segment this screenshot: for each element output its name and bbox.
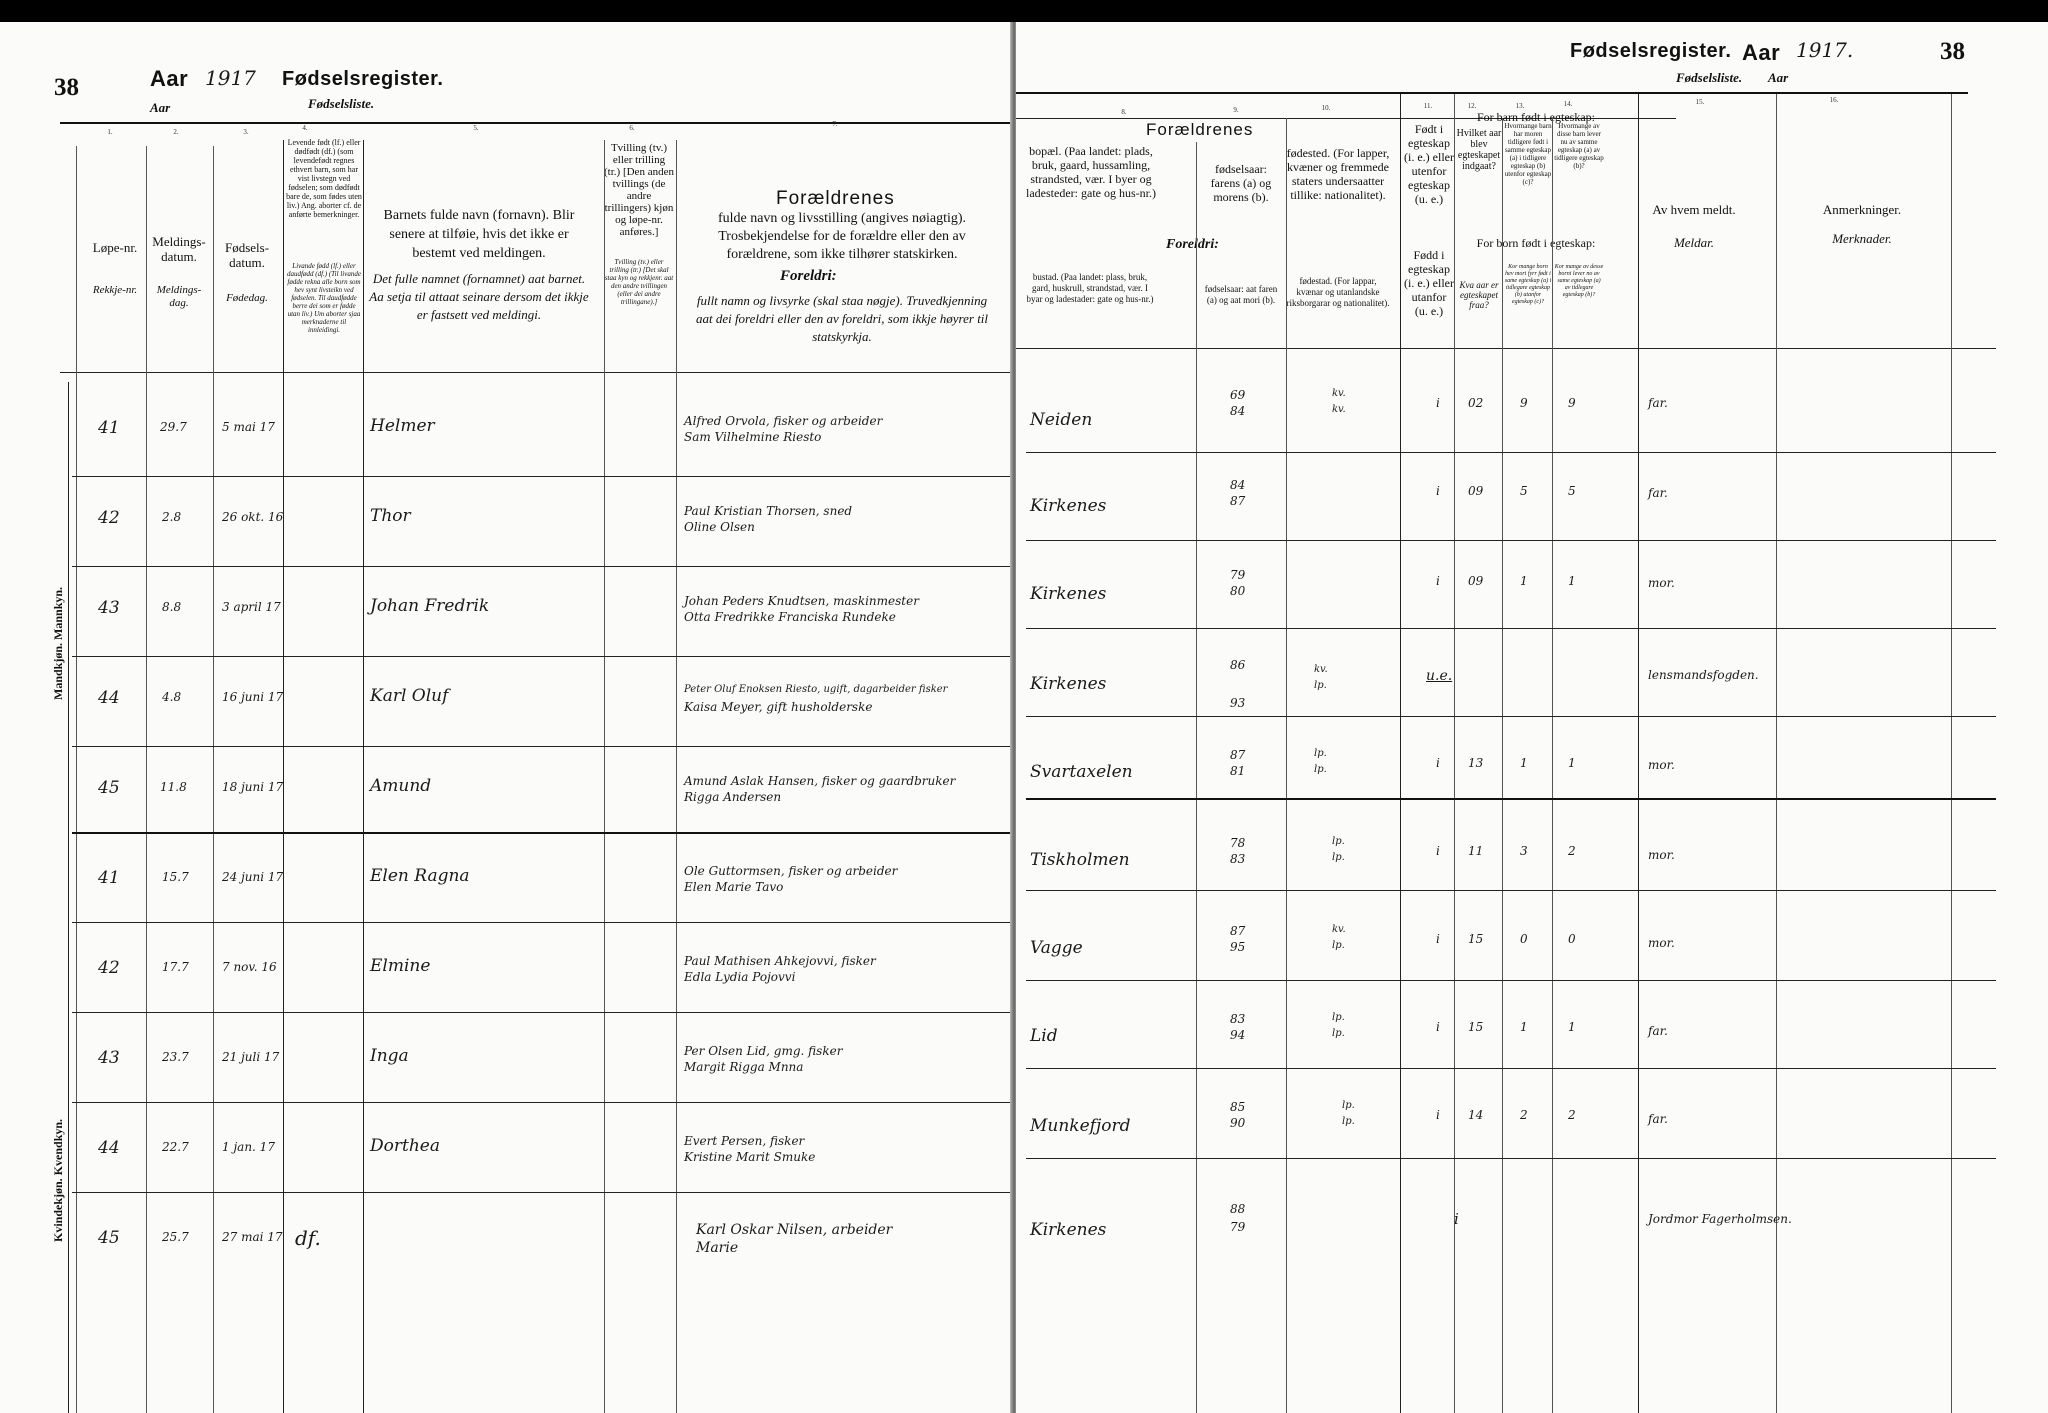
row-meldingsdatum: 22.7 bbox=[162, 1140, 189, 1154]
year-handwritten: 1917 bbox=[205, 66, 256, 90]
row-lopenr: 44 bbox=[98, 1138, 120, 1158]
row-fodselsaar-mor: 95 bbox=[1230, 940, 1246, 954]
row-barn-fodt: 1 bbox=[1520, 756, 1528, 770]
header-top-rule bbox=[60, 122, 1012, 124]
row-egteskap-aar: 15 bbox=[1468, 1020, 1484, 1034]
row-fodselsaar-mor: 84 bbox=[1230, 404, 1246, 418]
row-barn-fodt: 1 bbox=[1520, 574, 1528, 588]
row-meldingsdatum: 15.7 bbox=[162, 870, 189, 884]
row-fodselsdatum: 26 okt. 16 bbox=[222, 510, 284, 524]
header-for-born-fodt: For born født i egteskap: bbox=[1476, 236, 1596, 250]
row-fodselsdatum: 1 jan. 17 bbox=[222, 1140, 275, 1154]
row-parents: Ole Guttormsen, fisker og arbeider bbox=[684, 864, 898, 878]
row-fodselsdatum: 7 nov. 16 bbox=[222, 960, 277, 974]
header-foreldri: Foreldri: bbox=[1166, 237, 1219, 252]
row-bopael: Tiskholmen bbox=[1030, 850, 1130, 870]
row-fodested-mor: lp. bbox=[1314, 764, 1327, 775]
header-fodested: fødested. (For lapper, kvæner og fremmede staters undersaatter tillike: nationalitet). bbox=[1286, 146, 1390, 202]
row-fodselsdatum: 27 mai 17 bbox=[222, 1230, 283, 1244]
row-child-name: Elen Ragna bbox=[370, 866, 470, 886]
row-parents-mother: Margit Rigga Mnna bbox=[684, 1060, 804, 1074]
row-rule bbox=[1026, 452, 1996, 453]
header-kva-aar: Kva aar er egteskapet fraa? bbox=[1459, 280, 1499, 310]
row-parents: Evert Persen, fisker bbox=[684, 1134, 805, 1148]
row-egteskap: i bbox=[1454, 1210, 1459, 1228]
row-fodselsdatum: 16 juni 17 bbox=[222, 690, 284, 704]
col-number: 9. bbox=[1233, 106, 1239, 114]
row-fodested-far: lp. bbox=[1332, 1012, 1345, 1023]
header-levende-fodt-nn: Livande fødd (lf.) eller daudfødd (df.) (Til livande fødde rekna alle born som hev synt livsteikn ved fødselen. Til daudfødde berre dei som er fødde utan liv.) Um aborter sjaa merknaderne til innleidingi. bbox=[287, 262, 361, 334]
row-barn-lever: 0 bbox=[1568, 932, 1576, 946]
row-fodested-far: lp. bbox=[1332, 836, 1345, 847]
row-meldingsdatum: 8.8 bbox=[162, 600, 182, 614]
row-meldt-av: mor. bbox=[1648, 576, 1675, 590]
row-lopenr: 43 bbox=[98, 598, 120, 618]
row-egteskap: i bbox=[1436, 844, 1440, 858]
row-parents-mother: Kristine Marit Smuke bbox=[684, 1150, 816, 1164]
row-meldingsdatum: 23.7 bbox=[162, 1050, 189, 1064]
header-kor-mange-b: Kor mange av desse borni lever no av same egteskap (a) av tidlegare egteskap (b)? bbox=[1554, 264, 1604, 298]
col-divider bbox=[283, 140, 284, 1413]
header-lopenr-nn: Rekkje-nr. bbox=[92, 284, 138, 296]
header-fodselsdatum: Fødsels-datum. bbox=[224, 240, 270, 270]
col-number: 7. bbox=[832, 120, 838, 128]
row-fodselsaar-far: 87 bbox=[1230, 748, 1246, 762]
row-fodselsdatum: 24 juni 17 bbox=[222, 870, 284, 884]
row-egteskap: i bbox=[1436, 396, 1440, 410]
col-divider bbox=[1552, 118, 1553, 1413]
page-title-nn: Fødselsliste. bbox=[1676, 70, 1743, 85]
row-fodested-far: lp. bbox=[1314, 748, 1327, 759]
row-egteskap: i bbox=[1436, 1020, 1440, 1034]
section-label-female: Kvindekjøn. Kvendkyn. bbox=[51, 1118, 65, 1242]
row-egteskap-aar: 14 bbox=[1468, 1108, 1484, 1122]
col-number: 11. bbox=[1423, 102, 1433, 110]
row-rule bbox=[1026, 980, 1996, 981]
section-divider bbox=[68, 382, 69, 1413]
header-fodt-egteskap: Født i egteskap (i. e.) eller utenfor egteskap (u. e.) bbox=[1404, 122, 1454, 206]
row-fodselsdatum: 21 juli 17 bbox=[222, 1050, 280, 1064]
row-rule bbox=[72, 656, 1012, 657]
header-top-rule bbox=[1016, 92, 1968, 94]
row-meldt-av: Jordmor Fagerholmsen. bbox=[1648, 1212, 1792, 1226]
row-parents: Peter Oluf Enoksen Riesto, ugift, dagarbeider fisker bbox=[684, 684, 948, 695]
header-foraeldrenes: Forældrenes bbox=[1146, 120, 1254, 139]
row-meldt-av: mor. bbox=[1648, 758, 1675, 772]
row-fodested-mor: lp. bbox=[1332, 1028, 1345, 1039]
header-kor-mange-a: Kor mange born hev mori fyrr født i same egteskap (a) i tidlegare egteskap (b) utanfor egteskap (c)? bbox=[1504, 264, 1552, 305]
row-lopenr: 43 bbox=[98, 1048, 120, 1068]
row-rule bbox=[72, 922, 1012, 923]
row-barn-lever: 9 bbox=[1568, 396, 1576, 410]
row-fodselsaar-far: 79 bbox=[1230, 568, 1246, 582]
row-fodested-mor: kv. bbox=[1332, 404, 1346, 415]
row-parents-mother: Sam Vilhelmine Riesto bbox=[684, 430, 822, 444]
header-foreldri: Foreldri: bbox=[780, 268, 837, 284]
header-fodestad: fødestad. (For lappar, kvænar og utanlandske riksborgarar og nationalitet). bbox=[1286, 276, 1390, 308]
row-barn-lever: 2 bbox=[1568, 844, 1576, 858]
row-parents: Per Olsen Lid, gmg. fisker bbox=[684, 1044, 843, 1058]
col-divider bbox=[1400, 94, 1401, 1413]
col-number: 12. bbox=[1467, 102, 1477, 110]
row-meldt-av: lensmandsfogden. bbox=[1648, 668, 1759, 682]
row-fodselsaar-far: 84 bbox=[1230, 478, 1246, 492]
row-fodselsaar-mor: 93 bbox=[1230, 696, 1246, 710]
row-rule bbox=[1026, 540, 1996, 541]
row-fodselsaar-far: 78 bbox=[1230, 836, 1246, 850]
col-divider bbox=[1196, 142, 1197, 1413]
row-parents-mother: Edla Lydia Pojovvi bbox=[684, 970, 796, 984]
page-number: 38 bbox=[1940, 38, 1965, 65]
header-fodselsaar-nn: fødselsaar: aat faren (a) og aat mori (b). bbox=[1204, 284, 1278, 305]
row-barn-fodt: 0 bbox=[1520, 932, 1528, 946]
col-divider bbox=[604, 140, 605, 1413]
row-barn-fodt: 1 bbox=[1520, 1020, 1528, 1034]
row-fodselsaar-far: 83 bbox=[1230, 1012, 1246, 1026]
header-anmerkninger: Anmerkninger. bbox=[1822, 202, 1902, 217]
row-rule bbox=[72, 476, 1012, 477]
col-divider bbox=[1502, 118, 1503, 1413]
row-barn-lever: 1 bbox=[1568, 1020, 1576, 1034]
row-fodselsaar-far: 85 bbox=[1230, 1100, 1246, 1114]
row-parents-mother: Kaisa Meyer, gift husholderske bbox=[684, 700, 873, 714]
row-parents-mother: Rigga Andersen bbox=[684, 790, 782, 804]
row-barn-lever: 2 bbox=[1568, 1108, 1576, 1122]
row-bopael: Vagge bbox=[1030, 938, 1083, 958]
row-parents: Alfred Orvola, fisker og arbeider bbox=[684, 414, 883, 428]
row-fodested-far: lp. bbox=[1342, 1100, 1355, 1111]
row-fodselsaar-mor: 87 bbox=[1230, 494, 1246, 508]
col-divider bbox=[1638, 94, 1639, 1413]
row-lopenr: 42 bbox=[98, 508, 120, 528]
col-divider bbox=[363, 140, 364, 1413]
row-fodselsaar-far: 86 bbox=[1230, 658, 1246, 672]
row-parents: Karl Oskar Nilsen, arbeider bbox=[696, 1222, 893, 1238]
row-fodested-mor: lp. bbox=[1342, 1116, 1355, 1127]
row-lopenr: 45 bbox=[98, 1228, 120, 1248]
header-tvilling-nn: Tvilling (tv.) eller trilling (tr.) [Det skal staa kyn og rekkjenr. aat den andre tvillingen (eller dei andre trillingane).] bbox=[604, 258, 674, 306]
row-egteskap-aar: 09 bbox=[1468, 484, 1484, 498]
header-tvilling: Tvilling (tv.) eller trilling (tr.) [Den anden tvillings (de andre trillingers) kjøn og løpe-nr. anføres.] bbox=[604, 142, 674, 238]
row-bopael: Kirkenes bbox=[1030, 496, 1107, 516]
row-fodselsaar-far: 87 bbox=[1230, 924, 1246, 938]
aar-label: Aar bbox=[150, 66, 189, 91]
col-number: 4. bbox=[302, 124, 308, 132]
row-rule bbox=[72, 566, 1012, 567]
row-child-name: Karl Oluf bbox=[370, 686, 449, 706]
row-lopenr: 41 bbox=[98, 418, 120, 438]
right-page bbox=[1016, 22, 2048, 1413]
row-barn-lever: 1 bbox=[1568, 756, 1576, 770]
row-rule bbox=[72, 1102, 1012, 1103]
header-barnets-navn-nn: Det fulle namnet (fornamnet) aat barnet. Aa setja til attaat seinare dersom det ikkje er fastsett ved meldingi. bbox=[369, 271, 589, 322]
col-number: 15. bbox=[1695, 98, 1705, 106]
row-child-name: Inga bbox=[370, 1046, 409, 1066]
col-number: 1. bbox=[107, 128, 113, 136]
row-fodselsdatum: 3 april 17 bbox=[222, 600, 281, 614]
row-fodested-far: kv. bbox=[1332, 924, 1346, 935]
row-barn-fodt: 9 bbox=[1520, 396, 1528, 410]
row-parents-mother: Otta Fredrikke Franciska Rundeke bbox=[684, 610, 896, 624]
header-levende-fodt: Levende født (lf.) eller dødfødt (df.) (som levendefødt regnes ethvert barn, som har vist livstegn ved fødselen; som dødfødt bare de, som fødes uten liv.) Ang. aborter cf. de anførte bemerkninger. bbox=[286, 138, 362, 219]
header-foraeldrenes-text: fulde navn og livsstilling (angives nøiagtig). Trosbekjendelse for de forældre eller den av forældrene, som ikke tilhører statskirken. bbox=[717, 211, 967, 262]
row-parents-mother: Elen Marie Tavo bbox=[684, 880, 784, 894]
header-meldar: Meldar. bbox=[1673, 235, 1715, 250]
row-fodested-mor: lp. bbox=[1314, 680, 1327, 691]
row-egteskap-aar: 02 bbox=[1468, 396, 1484, 410]
row-fodselsaar-mor: 83 bbox=[1230, 852, 1246, 866]
row-rule bbox=[72, 1012, 1012, 1013]
col-number: 6. bbox=[629, 124, 635, 132]
row-bopael: Munkefjord bbox=[1030, 1116, 1131, 1136]
row-child-name: Amund bbox=[370, 776, 432, 796]
aar-label-nn: Aar bbox=[150, 100, 171, 115]
row-rule bbox=[1026, 890, 1996, 891]
header-av-hvem-meldt: Av hvem meldt. bbox=[1652, 202, 1736, 217]
col-divider bbox=[76, 146, 77, 1413]
row-fodselsaar-mor: 94 bbox=[1230, 1028, 1246, 1042]
row-bopael: Svartaxelen bbox=[1030, 762, 1133, 782]
row-rule bbox=[72, 1192, 1012, 1193]
col-number: 5. bbox=[473, 124, 479, 132]
row-parents-mother: Oline Olsen bbox=[684, 520, 755, 534]
row-meldt-av: mor. bbox=[1648, 848, 1675, 862]
row-rule bbox=[1026, 716, 1996, 717]
row-lopenr: 42 bbox=[98, 958, 120, 978]
header-meldingsdatum-nn: Meldings-dag. bbox=[156, 284, 202, 309]
row-barn-fodt: 5 bbox=[1520, 484, 1528, 498]
row-egteskap-aar: 09 bbox=[1468, 574, 1484, 588]
row-lopenr: 44 bbox=[98, 688, 120, 708]
row-rule bbox=[1026, 1158, 1996, 1159]
col-divider bbox=[146, 146, 147, 1413]
row-egteskap: u.e. bbox=[1426, 668, 1453, 684]
row-egteskap: i bbox=[1436, 484, 1440, 498]
row-fodested-far: kv. bbox=[1314, 664, 1328, 675]
row-lopenr: 41 bbox=[98, 868, 120, 888]
row-fodselsaar-far: 88 bbox=[1230, 1202, 1246, 1216]
row-egteskap: i bbox=[1436, 1108, 1440, 1122]
header-lopenr: Løpe-nr. bbox=[92, 240, 138, 255]
row-egteskap-aar: 11 bbox=[1468, 844, 1484, 858]
header-fodselsdatum-nn: Fødedag. bbox=[226, 292, 268, 304]
col-number: 3. bbox=[243, 128, 249, 136]
row-meldt-av: far. bbox=[1648, 1024, 1668, 1038]
row-barn-fodt: 3 bbox=[1520, 844, 1528, 858]
header-foraeldrenes: Forældrenes bbox=[776, 188, 895, 209]
row-fodselsaar-mor: 80 bbox=[1230, 584, 1246, 598]
col-divider bbox=[1286, 118, 1287, 1413]
col-number: 10. bbox=[1321, 104, 1331, 112]
section-rule bbox=[1026, 798, 1996, 800]
row-rule bbox=[1026, 628, 1996, 629]
header-foreldri-text: fullt namn og livsyrke (skal staa nøgje). Truvedkjenning aat dei foreldri eller den av foreldri, som ikkje høyrer til statskyrkja. bbox=[695, 293, 989, 344]
row-egteskap: i bbox=[1436, 756, 1440, 770]
row-lopenr: 45 bbox=[98, 778, 120, 798]
row-meldt-av: mor. bbox=[1648, 936, 1675, 950]
row-fodested-far: kv. bbox=[1332, 388, 1346, 399]
row-parents: Johan Peders Knudtsen, maskinmester bbox=[684, 594, 919, 608]
row-meldt-av: far. bbox=[1648, 396, 1668, 410]
col-number: 13. bbox=[1515, 102, 1525, 110]
row-rule bbox=[1026, 1068, 1996, 1069]
row-meldt-av: far. bbox=[1648, 486, 1668, 500]
header-bottom-rule bbox=[60, 372, 1012, 373]
year-handwritten: 1917. bbox=[1796, 38, 1854, 62]
row-bopael: Neiden bbox=[1030, 410, 1093, 430]
header-bottom-rule bbox=[1016, 348, 1996, 349]
col-divider bbox=[676, 140, 677, 1413]
row-egteskap-aar: 13 bbox=[1468, 756, 1484, 770]
header-hvormange-barn-b: Hvormange av disse barn lever nu av samme egteskap (a) av tidligere egteskap (b)? bbox=[1554, 122, 1604, 170]
row-meldingsdatum: 29.7 bbox=[160, 420, 187, 434]
section-label-male: Mandkjøn. Mannkyn. bbox=[51, 586, 65, 700]
row-child-name: Elmine bbox=[370, 956, 431, 976]
aar-label-nn: Aar bbox=[1768, 70, 1789, 85]
row-meldingsdatum: 4.8 bbox=[162, 690, 182, 704]
col-number: 14. bbox=[1563, 100, 1573, 108]
row-child-name: Thor bbox=[370, 506, 411, 526]
section-rule bbox=[72, 832, 1012, 834]
row-fodselsaar-mor: 79 bbox=[1230, 1220, 1246, 1234]
row-rule bbox=[72, 746, 1012, 747]
header-hvormange-barn-a: Hvormange barn har moren tidligere født i samme egteskap (a) i tidligere egteskap (b) utenfor egteskap (c)? bbox=[1504, 122, 1552, 186]
page-number: 38 bbox=[54, 74, 79, 101]
col-divider bbox=[1951, 94, 1952, 1413]
row-fodselsaar-mor: 90 bbox=[1230, 1116, 1246, 1130]
row-fodselsdatum: 18 juni 17 bbox=[222, 780, 284, 794]
row-parents: Paul Mathisen Ahkejovvi, fisker bbox=[684, 954, 876, 968]
header-bopael: bopæl. (Paa landet: plads, bruk, gaard, hussamling, strandsted, vær. I byer og ladesteder: gate og hus-nr.) bbox=[1026, 144, 1156, 200]
row-bopael: Kirkenes bbox=[1030, 584, 1107, 604]
row-meldingsdatum: 11.8 bbox=[160, 780, 187, 794]
row-barn-lever: 5 bbox=[1568, 484, 1576, 498]
row-child-name: Dorthea bbox=[370, 1136, 440, 1156]
row-barn-fodt: 2 bbox=[1520, 1108, 1528, 1122]
row-child-name: Johan Fredrik bbox=[370, 596, 490, 616]
row-fodselsaar-mor: 81 bbox=[1230, 764, 1246, 778]
row-parents: Amund Aslak Hansen, fisker og gaardbruker bbox=[684, 774, 956, 788]
row-bopael: Kirkenes bbox=[1030, 1220, 1107, 1240]
col-number: 8. bbox=[1121, 108, 1127, 116]
row-child-name: Helmer bbox=[370, 416, 435, 436]
row-meldingsdatum: 25.7 bbox=[162, 1230, 189, 1244]
row-fodselsaar-far: 69 bbox=[1230, 388, 1246, 402]
row-parents: Paul Kristian Thorsen, sned bbox=[684, 504, 853, 518]
header-fodselsaar: fødselsaar: farens (a) og morens (b). bbox=[1210, 162, 1272, 204]
row-lf: df. bbox=[295, 1226, 321, 1250]
row-bopael: Kirkenes bbox=[1030, 674, 1107, 694]
header-barnets-navn: Barnets fulde navn (fornavn). Blir senere at tilføie, hvis det ikke er bestemt ved meldingen. bbox=[383, 208, 575, 261]
row-parents-mother: Marie bbox=[696, 1240, 739, 1256]
col-number: 2. bbox=[173, 128, 179, 136]
row-barn-lever: 1 bbox=[1568, 574, 1576, 588]
header-fodt-egteskap-nn: Fødd i egteskap (i. e.) eller utanfor (u. e.) bbox=[1404, 248, 1454, 318]
row-meldt-av: far. bbox=[1648, 1112, 1668, 1126]
row-bopael: Lid bbox=[1030, 1026, 1058, 1046]
row-egteskap: i bbox=[1436, 574, 1440, 588]
header-for-barn-fodt: For barn født i egteskap: bbox=[1477, 110, 1595, 124]
header-bustad: bustad. (Paa landet: plass, bruk, gard, huskrull, strandstad, vær. I byar og ladestader: gate og hus-nr.) bbox=[1026, 272, 1154, 304]
row-fodested-mor: lp. bbox=[1332, 940, 1345, 951]
header-hvilket-aar: Hvilket aar blev egteskapet indgaat? bbox=[1456, 128, 1502, 172]
row-meldingsdatum: 2.8 bbox=[162, 510, 182, 524]
left-page bbox=[0, 22, 1012, 1413]
row-egteskap: i bbox=[1436, 932, 1440, 946]
col-divider bbox=[213, 146, 214, 1413]
aar-label: Aar bbox=[1742, 40, 1781, 65]
row-meldingsdatum: 17.7 bbox=[162, 960, 189, 974]
row-fodested-mor: lp. bbox=[1332, 852, 1345, 863]
header-merknader: Merknader. bbox=[1832, 231, 1892, 246]
row-fodselsdatum: 5 mai 17 bbox=[222, 420, 275, 434]
page-title-nn: Fødselsliste. bbox=[308, 96, 375, 111]
header-meldingsdatum: Meldings-datum. bbox=[152, 234, 206, 264]
col-number: 16. bbox=[1829, 96, 1839, 104]
page-title: Fødselsregister. bbox=[282, 68, 444, 90]
page-title: Fødselsregister. bbox=[1570, 40, 1732, 62]
row-egteskap-aar: 15 bbox=[1468, 932, 1484, 946]
